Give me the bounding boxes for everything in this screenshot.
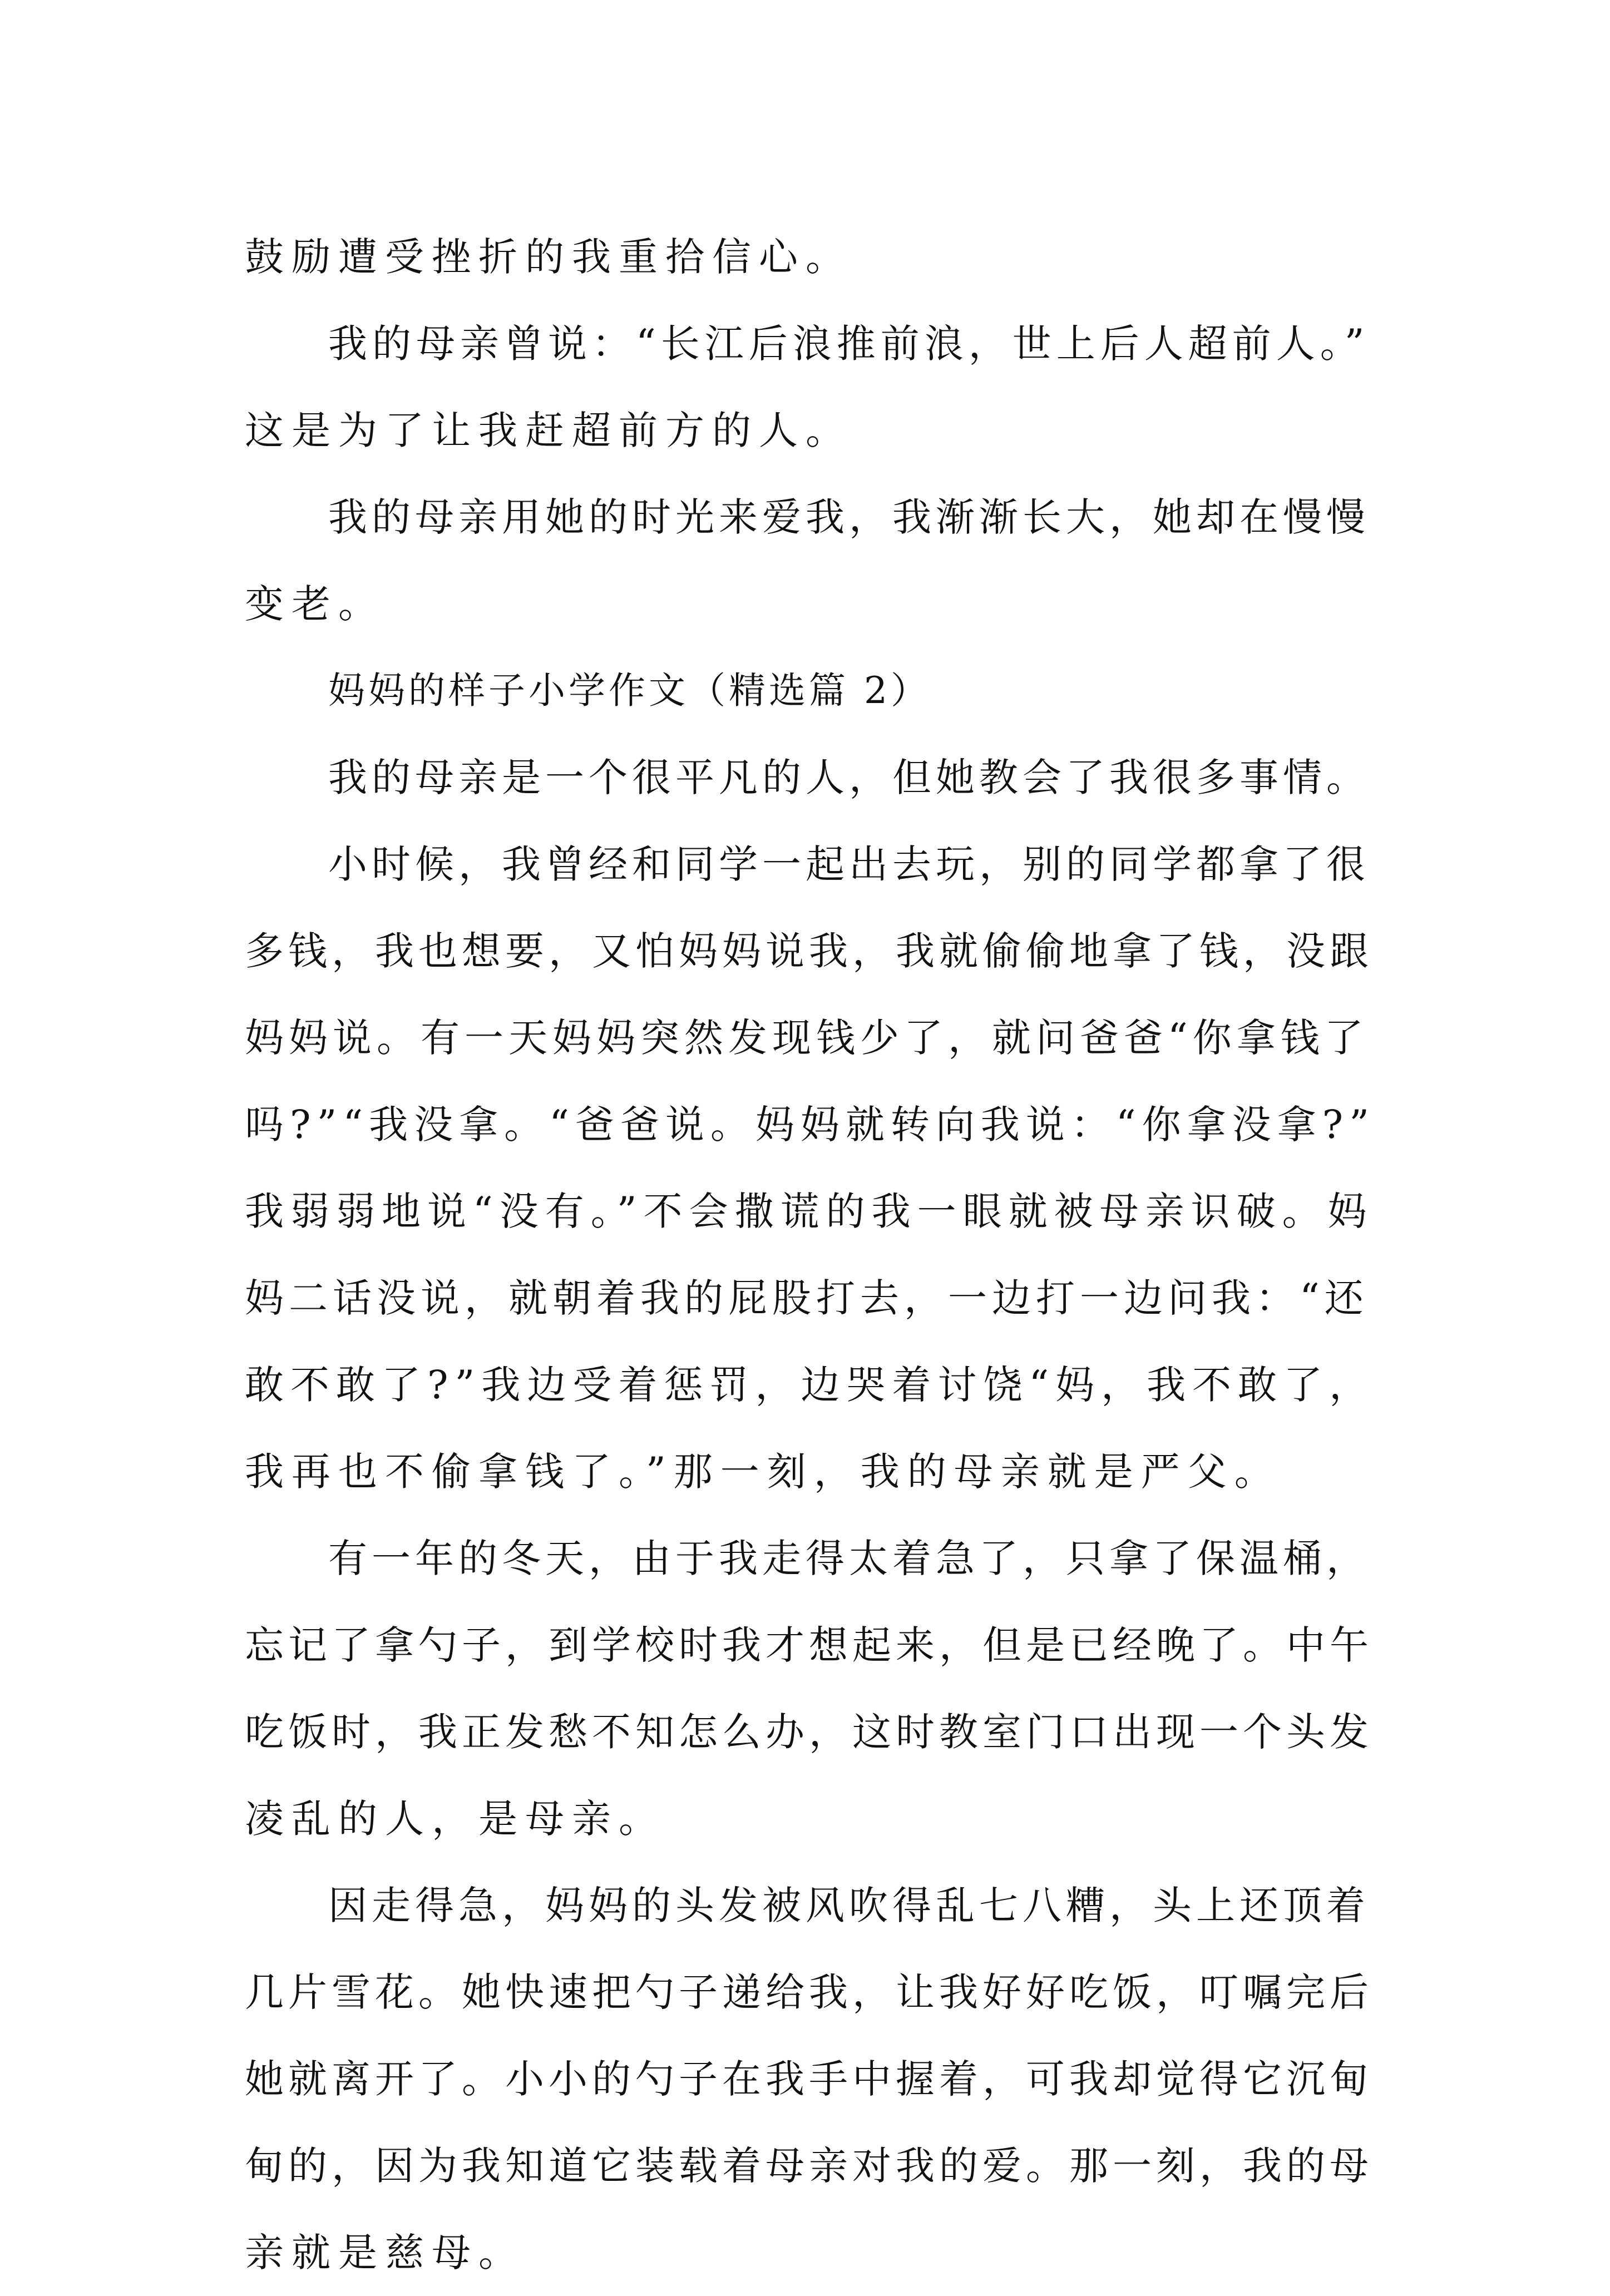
text-line: 我再也不偷拿钱了。”那一刻，我的母亲就是严父。 <box>245 1449 1281 1495</box>
text-line: 她就离开了。小小的勺子在我手中握着，可我却觉得它沉甸 <box>245 2056 1373 2102</box>
text-line: 多钱，我也想要，又怕妈妈说我，我就偷偷地拿了钱，没跟 <box>245 928 1373 974</box>
text-line: 因走得急，妈妈的头发被风吹得乱七八糟，头上还顶着 <box>328 1883 1370 1928</box>
text-line: 亲就是慈母。 <box>245 2230 525 2275</box>
text-line: 几片雪花。她快速把勺子递给我，让我好好吃饭，叮嘱完后 <box>245 1970 1373 2015</box>
text-line: 小时候，我曾经和同学一起出去玩，别的同学都拿了很 <box>328 842 1370 887</box>
section-heading: 妈妈的样子小学作文（精选篇 2） <box>328 669 931 712</box>
text-line: 鼓励遭受挫折的我重拾信心。 <box>245 234 852 280</box>
text-line: 这是为了让我赶超前方的人。 <box>245 408 852 453</box>
text-line: 忘记了拿勺子，到学校时我才想起来，但是已经晚了。中午 <box>245 1622 1373 1668</box>
text-line: 我的母亲用她的时光来爱我，我渐渐长大，她却在慢慢 <box>328 494 1370 540</box>
text-line: 我的母亲是一个很平凡的人，但她教会了我很多事情。 <box>328 755 1370 800</box>
text-line: 我弱弱地说“没有。”不会撒谎的我一眼就被母亲识破。妈 <box>245 1189 1374 1234</box>
text-line: 敢不敢了?”我边受着惩罚，边哭着讨饶“妈，我不敢了， <box>245 1362 1375 1408</box>
text-line: 吃饭时，我正发愁不知怎么办，这时教室门口出现一个头发 <box>245 1709 1373 1755</box>
text-line: 吗?”“我没拿。“爸爸说。妈妈就转向我说：“你拿没拿?” <box>245 1102 1375 1147</box>
text-line: 凌乱的人，是母亲。 <box>245 1796 665 1842</box>
text-line: 妈二话没说，就朝着我的屁股打去，一边打一边问我：“还 <box>245 1275 1369 1321</box>
text-line: 有一年的冬天，由于我走得太着急了，只拿了保温桶， <box>328 1536 1370 1581</box>
text-line: 变老。 <box>245 581 385 627</box>
text-line: 妈妈说。有一天妈妈突然发现钱少了，就问爸爸“你拿钱了 <box>245 1015 1369 1061</box>
document-body <box>245 214 1380 2296</box>
text-line: 甸的，因为我知道它装载着母亲对我的爱。那一刻，我的母 <box>245 2143 1373 2189</box>
text-line: 我的母亲曾说：“长江后浪推前浪，世上后人超前人。” <box>328 321 1370 367</box>
